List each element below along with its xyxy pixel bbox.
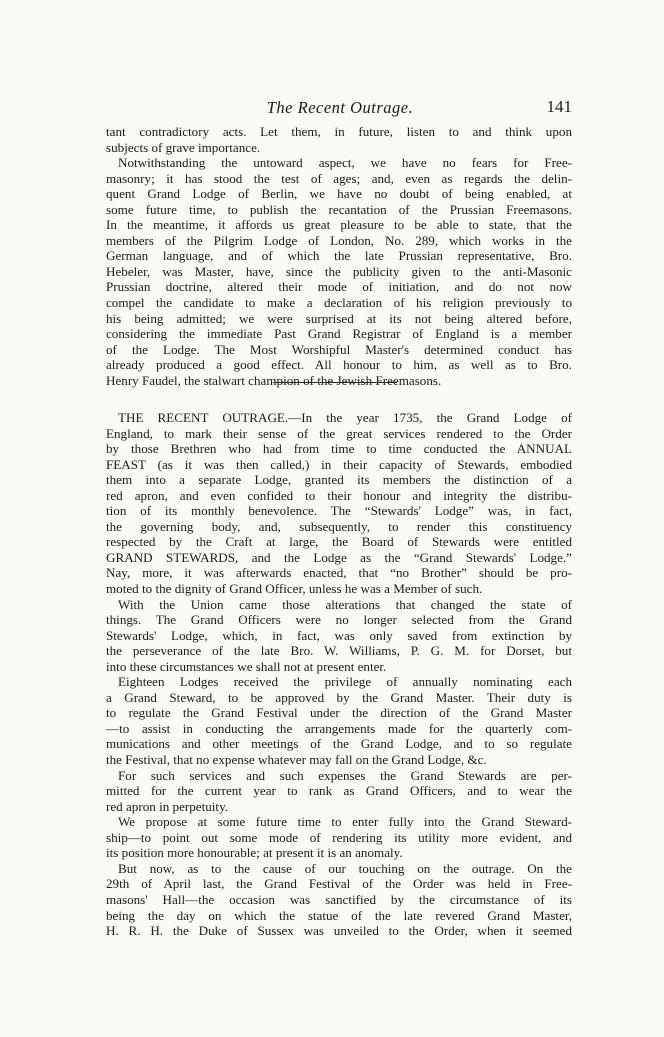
page-header: [108, 98, 572, 120]
text-line: the Festival, that no expense whatever may fall on the Grand Lodge, &c.: [106, 752, 487, 768]
text-line: compel the candidate to make a declaration of his religion previously to: [106, 295, 572, 311]
text-line: the perseverance of the late Bro. W. Williams, P. G. M. for Dorset, but: [106, 643, 572, 659]
text-line: red apron in perpetuity.: [106, 798, 229, 814]
text-line: to regulate the Grand Festival under the direction of the Grand Master: [106, 705, 572, 721]
text-line: being the day on which the statue of the late revered Grand Master,: [106, 907, 572, 923]
section-divider: [273, 382, 397, 383]
text-line: But now, as to the cause of our touching on the outrage. On the: [118, 860, 572, 876]
text-line: his being admitted; we were surprised at its not being altered before,: [106, 310, 572, 326]
text-line: some future time, to publish the recantation of the Prussian Freemasons.: [106, 201, 572, 217]
text-line: H. R. H. the Duke of Sussex was unveiled to the Order, when it seemed: [106, 923, 572, 939]
text-line: Notwithstanding the untoward aspect, we have no fears for Free-: [118, 155, 572, 171]
page-number: 141: [546, 97, 572, 116]
text-line: a Grand Steward, to be approved by the Grand Master. Their duty is: [106, 689, 572, 705]
text-line: GRAND STEWARDS, and the Lodge as the “Grand Stewards' Lodge.”: [106, 549, 572, 565]
text-line: tant contradictory acts. Let them, in future, listen to and think upon: [106, 124, 572, 139]
text-line: German language, and of which the late Prussian representative, Bro.: [106, 248, 572, 264]
text-line: the governing body, and, subsequently, to render this constituency: [106, 518, 572, 534]
text-line: red apron, and even confided to their honour and integrity the distribu-: [106, 487, 572, 503]
text-line: respected by the Craft at large, the Board of Stewards were entitled: [106, 534, 572, 550]
text-line: Prussian doctrine, altered their mode of initiation, and do not now: [106, 279, 572, 295]
text-line: Eighteen Lodges received the privilege of annually nominating each: [118, 674, 572, 690]
text-line: We propose at some future time to enter fully into the Grand Steward-: [118, 814, 572, 830]
text-line: tion of its monthly benevolence. The “Stewards' Lodge” was, in fact,: [106, 503, 572, 519]
text-line: of the Lodge. The Most Worshipful Master's determined conduct has: [106, 341, 572, 357]
text-line: into these circumstances we shall not at present enter.: [106, 658, 387, 674]
text-line: by those Brethren who had from time to time conducted the ANNUAL: [106, 441, 572, 457]
text-line: Hebeler, was Master, have, since the publicity given to the anti-Masonic: [106, 263, 572, 279]
text-line: Nay, more, it was afterwards enacted, that “no Brother” should be pro-: [106, 565, 572, 581]
text-line: considering the immediate Past Grand Registrar of England is a member: [106, 326, 572, 342]
text-line: already produced a good effect. All honour to him, as well as to Bro.: [106, 357, 572, 373]
running-title: The Recent Outrage.: [266, 98, 414, 117]
text-line: 29th of April last, the Grand Festival of the Order was held in Free-: [106, 876, 572, 892]
text-line: With the Union came those alterations that changed the state of: [118, 596, 572, 612]
text-line: England, to mark their sense of the great services rendered to the Order: [106, 425, 572, 441]
text-line: masons' Hall—the occasion was sanctified by the circumstance of its: [106, 891, 572, 907]
text-line: masonry; it has stood the test of ages; and, even as regards the delin-: [106, 170, 572, 186]
text-line: mitted for the current year to rank as Grand Officers, and to wear the: [106, 783, 572, 799]
text-line: Stewards' Lodge, which, in fact, was only saved from extinction by: [106, 627, 572, 643]
text-line: members of the Pilgrim Lodge of London, No. 289, which works in the: [106, 232, 572, 248]
text-line: its position more honourable; at present it is an anomaly.: [106, 845, 403, 861]
text-line: subjects of grave importance.: [106, 139, 261, 155]
text-line: In the meantime, it affords us great pleasure to be able to state, that the: [106, 217, 572, 233]
text-line: things. The Grand Officers were no longer selected from the Grand: [106, 612, 572, 628]
text-line: Henry Faudel, the stalwart champion of the Jewish Freemasons.: [106, 372, 442, 388]
article-recent-outrage: [106, 410, 572, 939]
text-line: them into a separate Lodge, granted its members the distinction of a: [106, 472, 572, 488]
text-line: For such services and such expenses the Grand Stewards are per-: [118, 767, 572, 783]
paragraph-block-freemasonry: [106, 124, 572, 388]
text-line: munications and other meetings of the Grand Lodge, and to so regulate: [106, 736, 572, 752]
text-line: quent Grand Lodge of Berlin, we have no doubt of being enabled, at: [106, 186, 572, 202]
text-line: THE RECENT OUTRAGE.—In the year 1735, the Grand Lodge of: [118, 410, 572, 425]
text-line: moted to the dignity of Grand Officer, unless he was a Member of such.: [106, 581, 483, 597]
text-line: ship—to point out some mode of rendering its utility more evident, and: [106, 829, 572, 845]
text-line: FEAST (as it was then called,) in their capacity of Stewards, embodied: [106, 456, 572, 472]
text-line: —to assist in conducting the arrangements made for the quarterly com-: [106, 720, 572, 736]
